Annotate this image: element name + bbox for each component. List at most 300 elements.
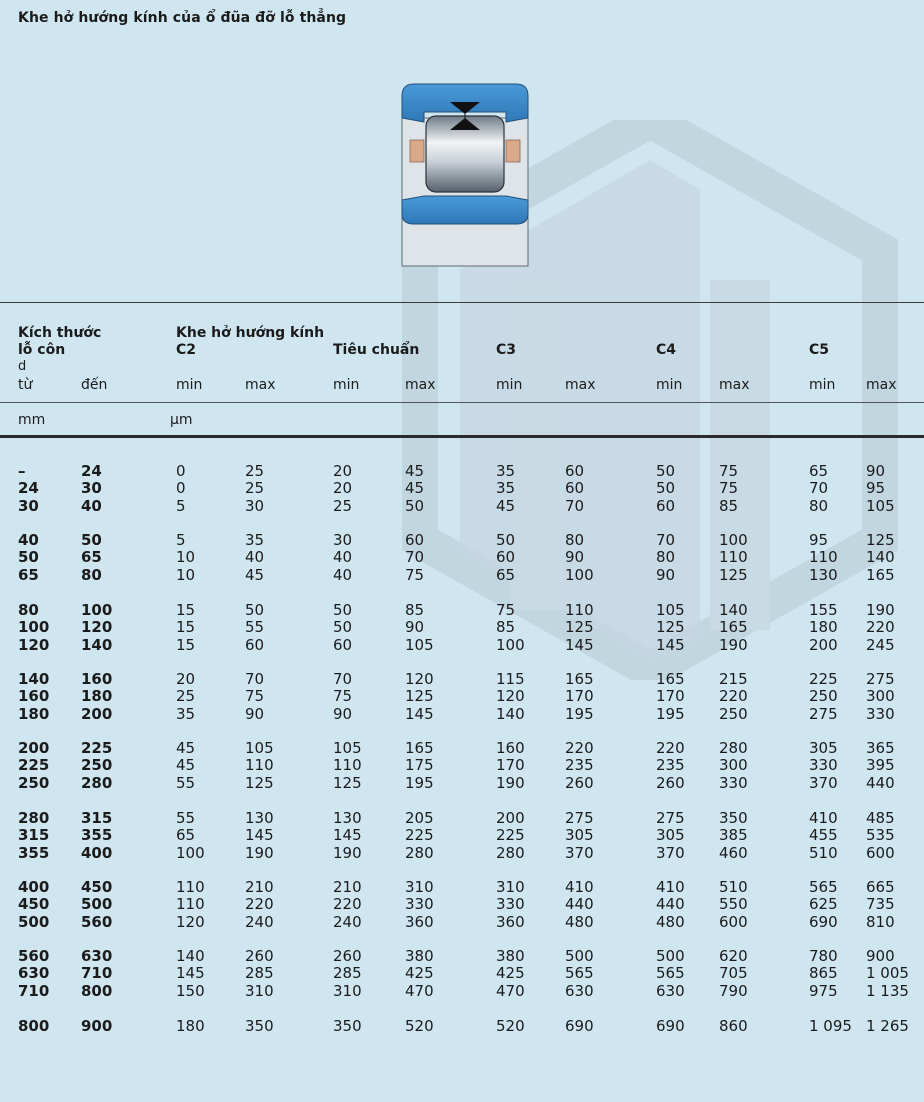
clearance-cell: 120 (176, 912, 205, 931)
clearance-cell: 0 (176, 462, 186, 480)
clearance-cell: 510 (809, 843, 838, 862)
clearance-cell: 75 (719, 462, 739, 480)
clearance-cell: 50 (333, 601, 353, 619)
clearance-cell: 90 (245, 704, 265, 723)
clearance-cell: 200 (809, 635, 838, 654)
clearance-cell: 250 (719, 704, 748, 723)
c2-min-label: min (176, 377, 203, 393)
table-row (0, 463, 924, 481)
table-row (0, 914, 924, 932)
table-row (0, 827, 924, 845)
clearance-cell: 80 (656, 548, 676, 567)
clearance-cell: 90 (656, 565, 676, 584)
clearance-cell: 195 (656, 704, 685, 723)
bore-to-cell: 800 (81, 981, 113, 1000)
bore-to-cell: 710 (81, 964, 113, 983)
clearance-cell: 65 (176, 826, 196, 845)
clearance-cell: 165 (656, 670, 685, 688)
clearance-cell: 110 (809, 548, 838, 567)
table-row (0, 879, 924, 897)
clearance-cell: 50 (405, 496, 425, 515)
clearance-cell: 130 (245, 809, 274, 827)
clearance-cell: 100 (565, 565, 594, 584)
clearance-cell: 330 (719, 773, 748, 792)
clearance-cell: 190 (719, 635, 748, 654)
clearance-cell: 600 (719, 912, 748, 931)
bore-to-cell: 560 (81, 912, 113, 931)
clearance-cell: 120 (496, 687, 525, 706)
clearance-cell: 220 (333, 895, 362, 914)
bore-from-cell: – (18, 462, 26, 480)
clearance-cell: 125 (405, 687, 434, 706)
table-row (0, 706, 924, 724)
clearance-cell: 50 (245, 601, 265, 619)
bore-from-cell: 315 (18, 826, 50, 845)
clearance-cell: 195 (405, 773, 434, 792)
clearance-cell: 50 (333, 618, 353, 637)
clearance-cell: 380 (496, 947, 525, 965)
clearance-cell: 145 (656, 635, 685, 654)
clearance-cell: 90 (333, 704, 353, 723)
bore-to-cell: 65 (81, 548, 102, 567)
clearance-cell: 85 (719, 496, 739, 515)
bore-to-cell: 50 (81, 531, 102, 549)
clearance-cell: 125 (866, 531, 895, 549)
clearance-cell: 140 (496, 704, 525, 723)
clearance-cell: 285 (245, 964, 274, 983)
clearance-cell: 25 (245, 479, 265, 498)
clearance-cell: 105 (333, 739, 362, 757)
clearance-cell: 305 (565, 826, 594, 845)
clearance-cell: 210 (333, 878, 362, 896)
clearance-cell: 145 (245, 826, 274, 845)
table-row (0, 810, 924, 828)
clearance-cell: 20 (333, 479, 353, 498)
bore-from-cell: 160 (18, 687, 50, 706)
clearance-cell: 75 (496, 601, 516, 619)
clearance-cell: 900 (866, 947, 895, 965)
clearance-cell: 30 (333, 531, 353, 549)
clearance-cell: 125 (245, 773, 274, 792)
clearance-cell: 60 (496, 548, 516, 567)
clearance-cell: 35 (496, 479, 516, 498)
clearance-cell: 30 (245, 496, 265, 515)
clearance-cell: 50 (656, 479, 676, 498)
clearance-cell: 175 (405, 756, 434, 775)
clearance-cell: 975 (809, 981, 838, 1000)
clearance-cell: 735 (866, 895, 895, 914)
clearance-cell: 690 (656, 1017, 685, 1035)
clearance-cell: 235 (565, 756, 594, 775)
clearance-label: Khe hở hướng kính (176, 325, 325, 341)
clearance-cell: 470 (405, 981, 434, 1000)
clearance-cell: 140 (176, 947, 205, 965)
clearance-cell: 145 (333, 826, 362, 845)
page-title: Khe hở hướng kính của ổ đũa đỡ lỗ thẳng (18, 10, 347, 26)
clearance-cell: 190 (333, 843, 362, 862)
clearance-cell: 165 (866, 565, 895, 584)
clearance-cell: 75 (719, 479, 739, 498)
clearance-cell: 70 (405, 548, 425, 567)
normal-min-label: min (333, 377, 360, 393)
bore-to-cell: 630 (81, 947, 113, 965)
clearance-cell: 705 (719, 964, 748, 983)
table-row (0, 637, 924, 655)
bore-to-cell: 140 (81, 635, 113, 654)
clearance-cell: 85 (496, 618, 516, 637)
clearance-cell: 225 (405, 826, 434, 845)
clearance-cell: 500 (565, 947, 594, 965)
clearance-cell: 330 (405, 895, 434, 914)
bore-from-cell: 50 (18, 548, 39, 567)
clearance-cell: 45 (176, 756, 196, 775)
bore-from-cell: 120 (18, 635, 50, 654)
group-c5: C5 (809, 342, 830, 358)
bore-from-cell: 24 (18, 479, 39, 498)
clearance-cell: 40 (333, 548, 353, 567)
clearance-cell: 45 (496, 496, 516, 515)
clearance-cell: 95 (866, 479, 886, 498)
clearance-cell: 15 (176, 635, 196, 654)
clearance-cell: 250 (809, 687, 838, 706)
clearance-cell: 170 (496, 756, 525, 775)
clearance-cell: 275 (809, 704, 838, 723)
clearance-cell: 5 (176, 531, 186, 549)
bore-from-cell: 710 (18, 981, 50, 1000)
bore-to-cell: 280 (81, 773, 113, 792)
clearance-cell: 220 (656, 739, 685, 757)
c4-min-label: min (656, 377, 683, 393)
clearance-cell: 60 (565, 479, 585, 498)
clearance-cell: 55 (176, 809, 196, 827)
clearance-cell: 40 (333, 565, 353, 584)
clearance-cell: 205 (405, 809, 434, 827)
clearance-cell: 350 (333, 1017, 362, 1035)
clearance-cell: 70 (656, 531, 676, 549)
bore-to-cell: 24 (81, 462, 102, 480)
clearance-cell: 60 (565, 462, 585, 480)
clearance-cell: 105 (245, 739, 274, 757)
clearance-cell: 310 (496, 878, 525, 896)
bore-from-cell: 30 (18, 496, 39, 515)
clearance-cell: 90 (866, 462, 886, 480)
clearance-cell: 70 (333, 670, 353, 688)
clearance-cell: 280 (719, 739, 748, 757)
clearance-cell: 240 (333, 912, 362, 931)
clearance-cell: 100 (496, 635, 525, 654)
clearance-cell: 190 (866, 601, 895, 619)
clearance-cell: 630 (565, 981, 594, 1000)
clearance-cell: 310 (405, 878, 434, 896)
clearance-cell: 170 (565, 687, 594, 706)
clearance-cell: 600 (866, 843, 895, 862)
bore-to-cell: 400 (81, 843, 113, 862)
clearance-cell: 180 (176, 1017, 205, 1035)
size-label-line2: lỗ côn (18, 342, 66, 358)
clearance-cell: 120 (405, 670, 434, 688)
clearance-cell: 220 (565, 739, 594, 757)
clearance-cell: 480 (656, 912, 685, 931)
clearance-cell: 300 (719, 756, 748, 775)
clearance-cell: 100 (176, 843, 205, 862)
bore-from-cell: 450 (18, 895, 50, 914)
from-label: từ (18, 377, 33, 393)
clearance-cell: 460 (719, 843, 748, 862)
clearance-cell: 15 (176, 618, 196, 637)
clearance-cell: 350 (245, 1017, 274, 1035)
clearance-cell: 305 (656, 826, 685, 845)
bore-from-cell: 250 (18, 773, 50, 792)
clearance-cell: 810 (866, 912, 895, 931)
bore-from-cell: 225 (18, 756, 50, 775)
clearance-cell: 200 (496, 809, 525, 827)
clearance-cell: 440 (866, 773, 895, 792)
clearance-cell: 360 (405, 912, 434, 931)
clearance-cell: 665 (866, 878, 895, 896)
clearance-cell: 105 (656, 601, 685, 619)
clearance-cell: 95 (809, 531, 829, 549)
clearance-cell: 75 (405, 565, 425, 584)
clearance-cell: 180 (809, 618, 838, 637)
clearance-cell: 455 (809, 826, 838, 845)
clearance-cell: 130 (809, 565, 838, 584)
clearance-cell: 240 (245, 912, 274, 931)
clearance-cell: 115 (496, 670, 525, 688)
clearance-cell: 100 (719, 531, 748, 549)
clearance-cell: 210 (245, 878, 274, 896)
clearance-cell: 500 (656, 947, 685, 965)
clearance-cell: 190 (245, 843, 274, 862)
cylindrical-roller-bearing-section-icon (398, 82, 532, 267)
clearance-cell: 410 (565, 878, 594, 896)
clearance-cell: 125 (333, 773, 362, 792)
clearance-cell: 550 (719, 895, 748, 914)
clearance-cell: 225 (809, 670, 838, 688)
group-normal: Tiêu chuẩn (333, 342, 420, 358)
bore-from-cell: 800 (18, 1017, 50, 1035)
bore-to-cell: 30 (81, 479, 102, 498)
clearance-cell: 190 (496, 773, 525, 792)
clearance-cell: 35 (496, 462, 516, 480)
clearance-cell: 110 (245, 756, 274, 775)
table-row (0, 965, 924, 983)
clearance-cell: 780 (809, 947, 838, 965)
header-top-rule (0, 302, 924, 303)
clearance-cell: 510 (719, 878, 748, 896)
table-row (0, 498, 924, 516)
clearance-cell: 365 (866, 739, 895, 757)
c3-min-label: min (496, 377, 523, 393)
clearance-cell: 110 (333, 756, 362, 775)
clearance-cell: 310 (333, 981, 362, 1000)
table-row (0, 671, 924, 689)
clearance-cell: 140 (866, 548, 895, 567)
clearance-cell: 165 (565, 670, 594, 688)
bore-to-cell: 120 (81, 618, 113, 637)
clearance-cell: 370 (809, 773, 838, 792)
clearance-cell: 125 (565, 618, 594, 637)
clearance-cell: 260 (656, 773, 685, 792)
clearance-cell: 70 (245, 670, 265, 688)
table-row (0, 480, 924, 498)
table-row (0, 688, 924, 706)
normal-max-label: max (405, 377, 436, 393)
clearance-cell: 235 (656, 756, 685, 775)
clearance-cell: 565 (809, 878, 838, 896)
bore-from-cell: 100 (18, 618, 50, 637)
clearance-cell: 565 (656, 964, 685, 983)
table-row (0, 948, 924, 966)
clearance-cell: 1 095 (809, 1017, 852, 1035)
group-c2: C2 (176, 342, 197, 358)
bore-from-cell: 80 (18, 601, 39, 619)
clearance-cell: 5 (176, 496, 186, 515)
bore-to-cell: 40 (81, 496, 102, 515)
clearance-cell: 1 265 (866, 1017, 909, 1035)
clearance-cell: 260 (565, 773, 594, 792)
clearance-cell: 125 (719, 565, 748, 584)
clearance-cell: 55 (176, 773, 196, 792)
clearance-cell: 1 005 (866, 964, 909, 983)
clearance-cell: 110 (176, 895, 205, 914)
clearance-cell: 370 (565, 843, 594, 862)
clearance-cell: 1 135 (866, 981, 909, 1000)
clearance-cell: 165 (719, 618, 748, 637)
clearance-cell: 65 (496, 565, 516, 584)
clearance-cell: 105 (405, 635, 434, 654)
clearance-cell: 45 (405, 479, 425, 498)
clearance-cell: 35 (245, 531, 265, 549)
clearance-cell: 350 (719, 809, 748, 827)
clearance-cell: 45 (405, 462, 425, 480)
clearance-cell: 60 (245, 635, 265, 654)
to-label: đến (81, 377, 108, 393)
clearance-cell: 90 (565, 548, 585, 567)
clearance-cell: 80 (809, 496, 829, 515)
bore-to-cell: 900 (81, 1017, 113, 1035)
table-row (0, 740, 924, 758)
bore-from-cell: 180 (18, 704, 50, 723)
table-row (0, 757, 924, 775)
table-row (0, 983, 924, 1001)
clearance-cell: 160 (496, 739, 525, 757)
clearance-cell: 535 (866, 826, 895, 845)
clearance-cell: 90 (405, 618, 425, 637)
clearance-cell: 150 (176, 981, 205, 1000)
clearance-cell: 220 (866, 618, 895, 637)
unit-size: mm (18, 412, 46, 428)
clearance-cell: 395 (866, 756, 895, 775)
c5-max-label: max (866, 377, 897, 393)
clearance-cell: 195 (565, 704, 594, 723)
table-row (0, 602, 924, 620)
bore-from-cell: 140 (18, 670, 50, 688)
clearance-cell: 385 (719, 826, 748, 845)
clearance-cell: 50 (656, 462, 676, 480)
clearance-cell: 45 (245, 565, 265, 584)
c4-max-label: max (719, 377, 750, 393)
clearance-cell: 170 (656, 687, 685, 706)
bore-from-cell: 280 (18, 809, 50, 827)
clearance-cell: 275 (866, 670, 895, 688)
bore-from-cell: 500 (18, 912, 50, 931)
clearance-cell: 520 (405, 1017, 434, 1035)
clearance-cell: 105 (866, 496, 895, 515)
bore-to-cell: 450 (81, 878, 113, 896)
clearance-cell: 145 (565, 635, 594, 654)
clearance-cell: 865 (809, 964, 838, 983)
clearance-cell: 65 (809, 462, 829, 480)
c3-max-label: max (565, 377, 596, 393)
clearance-cell: 245 (866, 635, 895, 654)
clearance-cell: 45 (176, 739, 196, 757)
clearance-cell: 625 (809, 895, 838, 914)
bore-from-cell: 400 (18, 878, 50, 896)
table-row (0, 619, 924, 637)
clearance-cell: 310 (245, 981, 274, 1000)
clearance-cell: 0 (176, 479, 186, 498)
clearance-cell: 425 (496, 964, 525, 983)
clearance-cell: 425 (405, 964, 434, 983)
bore-to-cell: 80 (81, 565, 102, 584)
clearance-cell: 280 (496, 843, 525, 862)
clearance-cell: 140 (719, 601, 748, 619)
bore-to-cell: 225 (81, 739, 113, 757)
size-label-line1: Kích thước (18, 325, 102, 341)
clearance-cell: 690 (809, 912, 838, 931)
bore-from-cell: 200 (18, 739, 50, 757)
clearance-cell: 60 (405, 531, 425, 549)
clearance-cell: 70 (565, 496, 585, 515)
clearance-cell: 60 (333, 635, 353, 654)
table-row (0, 567, 924, 585)
clearance-cell: 55 (245, 618, 265, 637)
size-label-d: d (18, 359, 27, 374)
table-row (0, 775, 924, 793)
clearance-cell: 70 (809, 479, 829, 498)
clearance-cell: 280 (405, 843, 434, 862)
bore-to-cell: 200 (81, 704, 113, 723)
unit-clearance: µm (170, 412, 193, 428)
clearance-cell: 260 (333, 947, 362, 965)
clearance-cell: 155 (809, 601, 838, 619)
clearance-cell: 440 (565, 895, 594, 914)
bore-to-cell: 355 (81, 826, 113, 845)
clearance-cell: 285 (333, 964, 362, 983)
clearance-cell: 145 (176, 964, 205, 983)
clearance-cell: 75 (245, 687, 265, 706)
bore-to-cell: 160 (81, 670, 113, 688)
bore-to-cell: 315 (81, 809, 113, 827)
clearance-cell: 275 (656, 809, 685, 827)
clearance-cell: 630 (656, 981, 685, 1000)
clearance-cell: 35 (176, 704, 196, 723)
header-bottom-rule (0, 435, 924, 438)
clearance-cell: 10 (176, 565, 196, 584)
clearance-cell: 215 (719, 670, 748, 688)
clearance-cell: 20 (333, 462, 353, 480)
clearance-cell: 330 (866, 704, 895, 723)
clearance-cell: 330 (809, 756, 838, 775)
clearance-cell: 260 (245, 947, 274, 965)
c5-min-label: min (809, 377, 836, 393)
clearance-cell: 50 (496, 531, 516, 549)
group-c4: C4 (656, 342, 677, 358)
clearance-cell: 565 (565, 964, 594, 983)
bore-from-cell: 40 (18, 531, 39, 549)
clearance-cell: 165 (405, 739, 434, 757)
clearance-cell: 360 (496, 912, 525, 931)
